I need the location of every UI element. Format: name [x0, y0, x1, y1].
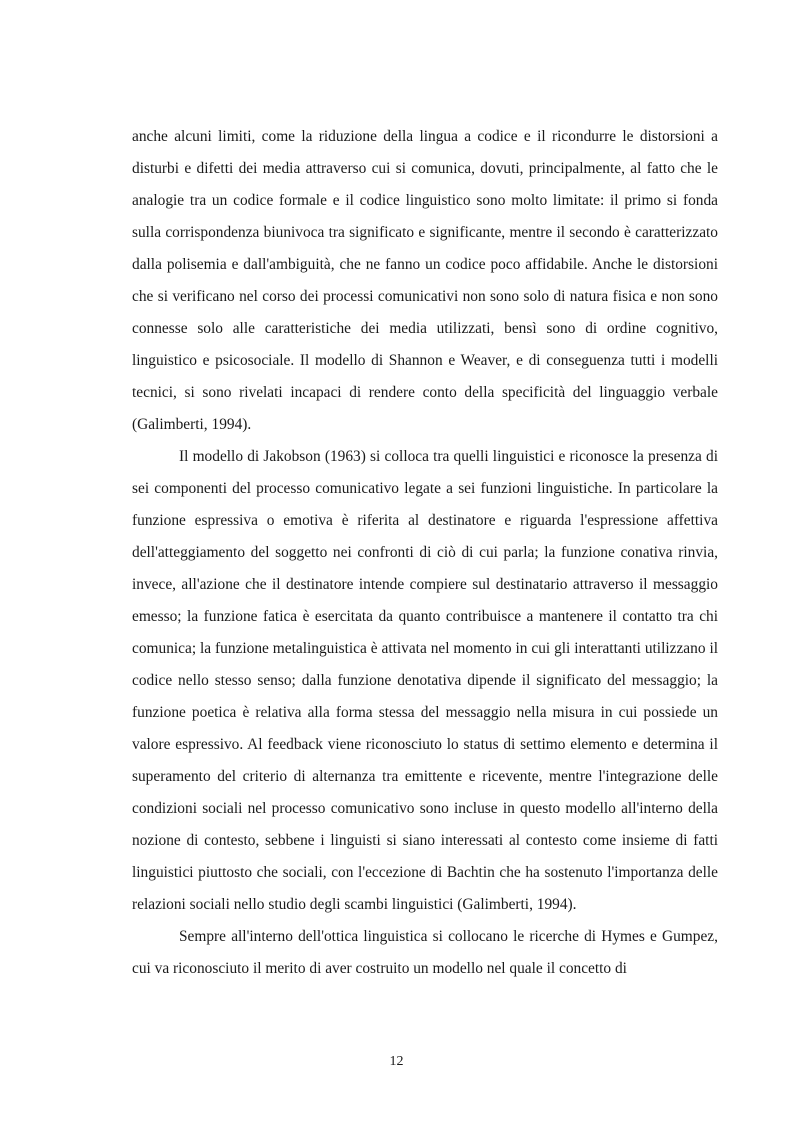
- body-text: [132, 121, 718, 985]
- paragraph-continuation: anche alcuni limiti, come la riduzione della lingua a codice e il ricondurre le distorsioni a disturbi e difetti dei media attraverso cui si comunica, dovuti, principalmente, al fatto che le analogie tra un codice formale e il codice linguistico sono molto limitate: il primo si fonda sulla corrispondenza biunivoca tra significato e significante, mentre il secondo è caratterizzato dalla polisemia e dall'ambiguità, che ne fanno un codice poco affidabile. Anche le distorsioni che si verificano nel corso dei processi comunicativi non sono solo di natura fisica e non sono connesse solo alle caratteristiche dei media utilizzati, bensì sono di ordine cognitivo, linguistico e psicosociale. Il modello di Shannon e Weaver, e di conseguenza tutti i modelli tecnici, si sono rivelati incapaci di rendere conto della specificità del linguaggio verbale (Galimberti, 1994).: [132, 128, 718, 433]
- paragraph-hymes-gumpez: Sempre all'interno dell'ottica linguistica si collocano le ricerche di Hymes e Gumpez, cui va riconosciuto il merito di aver costruito un modello nel quale il concetto di: [132, 928, 718, 977]
- paragraph-jakobson: Il modello di Jakobson (1963) si colloca tra quelli linguistici e riconosce la presenza di sei componenti del processo comunicativo legate a sei funzioni linguistiche. In particolare la funzione espressiva o emotiva è riferita al destinatore e riguarda l'espressione affettiva dell'atteggiamento del soggetto nei confronti di ciò di cui parla; la funzione conativa rinvia, invece, all'azione che il destinatore intende compiere sul destinatario attraverso il messaggio emesso; la funzione fatica è esercitata da quanto contribuisce a mantenere il contatto tra chi comunica; la funzione metalinguistica è attivata nel momento in cui gli interattanti utilizzano il codice nello stesso senso; dalla funzione denotativa dipende il significato del messaggio; la funzione poetica è relativa alla forma stessa del messaggio nella misura in cui possiede un valore espressivo. Al feedback viene riconosciuto lo status di settimo elemento e determina il superamento del criterio di alternanza tra emittente e ricevente, mentre l'integrazione delle condizioni sociali nel processo comunicativo sono incluse in questo modello all'interno della nozione di contesto, sebbene i linguisti si siano interessati al contesto come insieme di fatti linguistici piuttosto che sociali, con l'eccezione di Bachtin che ha sostenuto l'importanza delle relazioni sociali nello studio degli scambi linguistici (Galimberti, 1994).: [132, 448, 718, 913]
- page-number: 12: [389, 1054, 404, 1069]
